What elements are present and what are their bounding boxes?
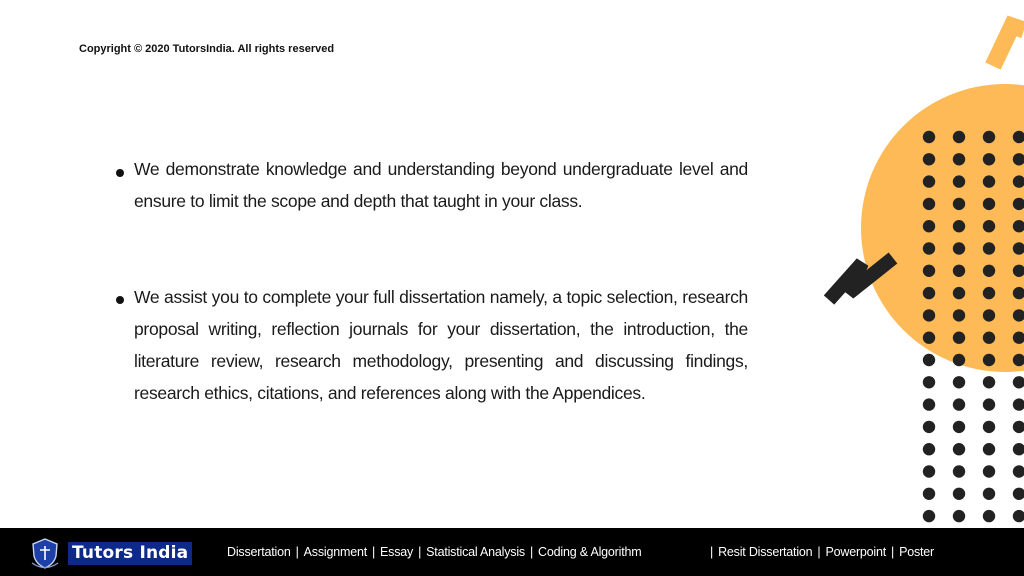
grid-dot (923, 421, 935, 433)
grid-dot (953, 175, 965, 187)
grid-dot (1013, 488, 1024, 500)
grid-dot (1013, 131, 1024, 143)
grid-dot (983, 309, 995, 321)
grid-dot (953, 131, 965, 143)
bullet-text-knowledge: We demonstrate knowledge and understanding beyond undergraduate level and ensure to limit the scope and depth that taught in your class. (134, 159, 748, 211)
orange-circle-shape (861, 84, 1024, 372)
grid-dot (1013, 175, 1024, 187)
grid-dot (953, 488, 965, 500)
grid-dot (983, 421, 995, 433)
grid-dot (1013, 421, 1024, 433)
grid-dot (983, 242, 995, 254)
grid-dot (1013, 309, 1024, 321)
grid-dot (923, 309, 935, 321)
grid-dot (923, 354, 935, 366)
grid-dot (1013, 153, 1024, 165)
grid-dot (983, 198, 995, 210)
grid-dot (1013, 465, 1024, 477)
grid-dot (953, 376, 965, 388)
grid-dot (923, 376, 935, 388)
grid-dot (923, 465, 935, 477)
grid-dot (953, 421, 965, 433)
footer-bar (0, 528, 1024, 576)
grid-dot (983, 287, 995, 299)
grid-dot (983, 175, 995, 187)
grid-dot (1013, 220, 1024, 232)
grid-dot (923, 131, 935, 143)
grid-dot (923, 220, 935, 232)
bullet-marker (116, 296, 124, 304)
grid-dot (983, 265, 995, 277)
link-essay[interactable]: Essay (380, 545, 414, 559)
grid-dot (953, 153, 965, 165)
separator: | (418, 545, 422, 559)
grid-dot (983, 488, 995, 500)
grid-dot (953, 443, 965, 455)
shield-crest-icon (28, 536, 62, 570)
dot-grid-pattern (923, 131, 1024, 523)
grid-dot (1013, 354, 1024, 366)
grid-dot (953, 465, 965, 477)
link-dissertation[interactable]: Dissertation (227, 545, 291, 559)
link-statistical-analysis[interactable]: Statistical Analysis (426, 545, 525, 559)
grid-dot (1013, 242, 1024, 254)
separator: | (529, 545, 534, 559)
grid-dot (1013, 265, 1024, 277)
separator: | (891, 545, 895, 559)
grid-dot (953, 220, 965, 232)
grid-dot (983, 465, 995, 477)
grid-dot (983, 354, 995, 366)
link-poster[interactable]: Poster (899, 545, 935, 559)
grid-dot (923, 175, 935, 187)
grid-dot (953, 332, 965, 344)
grid-dot (953, 265, 965, 277)
link-powerpoint[interactable]: Powerpoint (825, 545, 887, 559)
grid-dot (923, 242, 935, 254)
grid-dot (923, 398, 935, 410)
grid-dot (953, 398, 965, 410)
grid-dot (983, 443, 995, 455)
black-zigzag-shape (829, 258, 893, 300)
grid-dot (983, 332, 995, 344)
grid-dot (923, 443, 935, 455)
brand-logo[interactable] (28, 537, 192, 569)
grid-dot (1013, 198, 1024, 210)
copyright-notice: Copyright © 2020 TutorsIndia. All rights reserved (79, 43, 335, 55)
grid-dot (983, 131, 995, 143)
grid-dot (983, 376, 995, 388)
grid-dot (1013, 287, 1024, 299)
orange-zigzag-shape (993, 26, 1024, 66)
separator: | (817, 545, 821, 559)
separator: | (710, 545, 714, 559)
bullet-text-dissertation-help: We assist you to complete your full dissertation namely, a topic selection, research proposal writing, reflection journals for your dissertation, the introduction, the literature review, research methodology, presenting and discussing findings, research ethics, citations, and references along with the Appendices. (134, 287, 748, 403)
grid-dot (923, 198, 935, 210)
footer-links-left (227, 545, 641, 559)
footer-links-right (710, 545, 934, 559)
grid-dot (953, 198, 965, 210)
grid-dot (923, 332, 935, 344)
grid-dot (923, 287, 935, 299)
grid-dot (953, 510, 965, 522)
grid-dot (983, 398, 995, 410)
grid-dot (1013, 376, 1024, 388)
grid-dot (953, 287, 965, 299)
link-assignment[interactable]: Assignment (303, 545, 367, 559)
grid-dot (923, 510, 935, 522)
link-coding-algorithm[interactable]: Coding & Algorithm (538, 545, 642, 559)
grid-dot (983, 153, 995, 165)
grid-dot (1013, 332, 1024, 344)
brand-name: Tutors India (68, 542, 192, 565)
bullet-marker (116, 169, 124, 177)
grid-dot (953, 354, 965, 366)
grid-dot (923, 153, 935, 165)
separator: | (371, 545, 376, 559)
grid-dot (983, 510, 995, 522)
grid-dot (923, 265, 935, 277)
grid-dot (983, 220, 995, 232)
separator: | (295, 545, 299, 559)
grid-dot (1013, 398, 1024, 410)
grid-dot (1013, 443, 1024, 455)
link-resit-dissertation[interactable]: Resit Dissertation (718, 545, 813, 559)
grid-dot (953, 242, 965, 254)
grid-dot (923, 488, 935, 500)
grid-dot (1013, 510, 1024, 522)
grid-dot (953, 309, 965, 321)
